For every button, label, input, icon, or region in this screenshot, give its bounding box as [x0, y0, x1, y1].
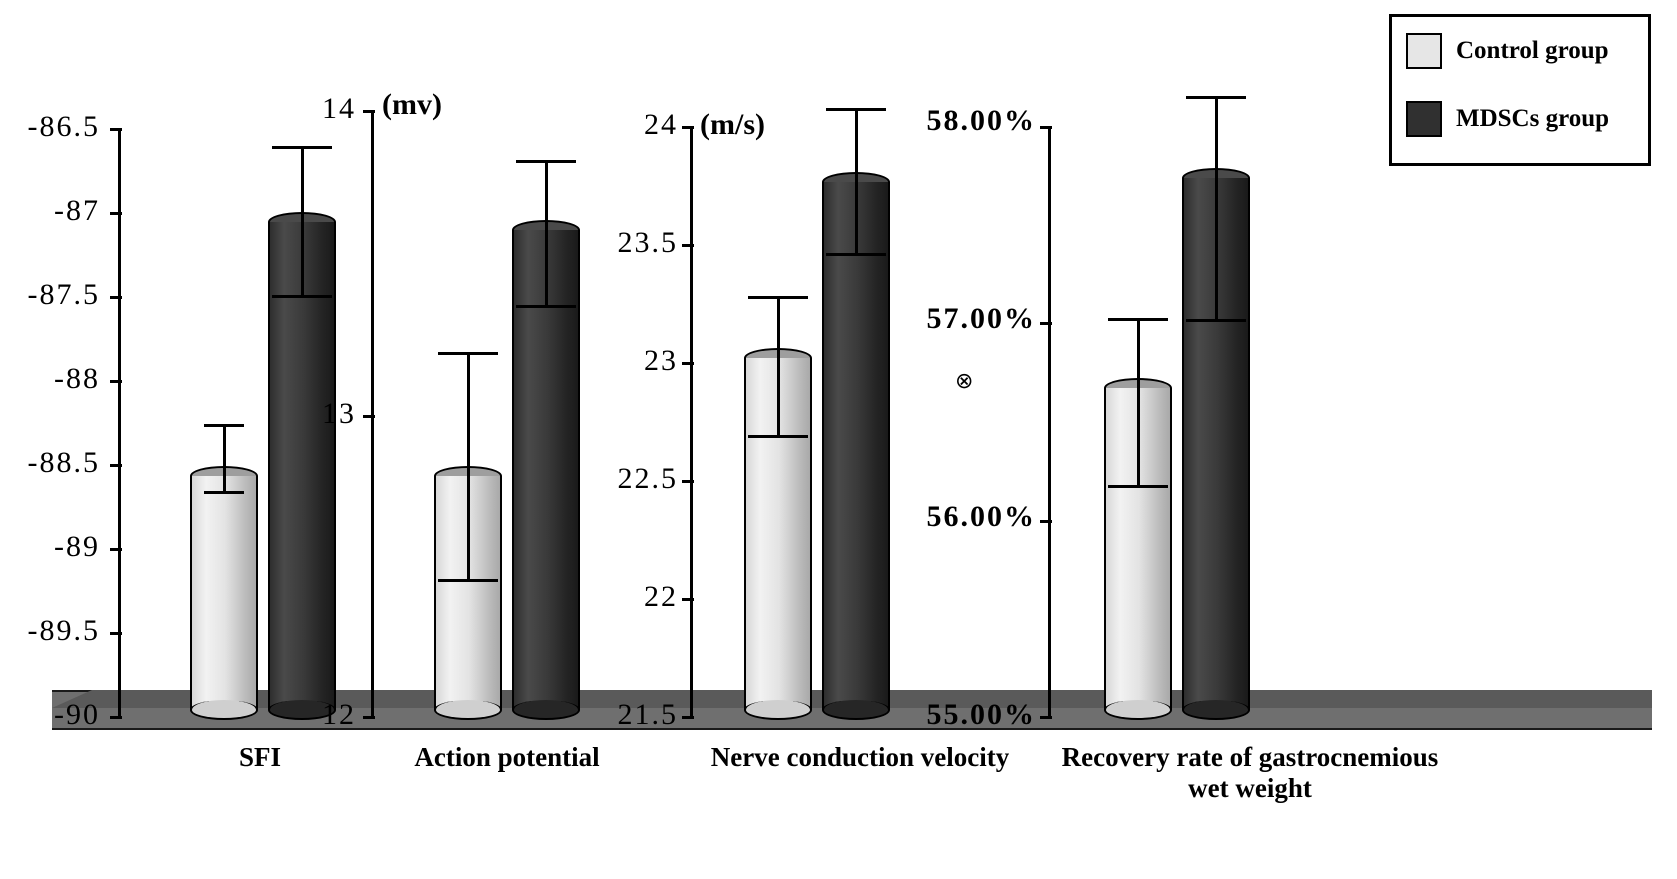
axis-tick-ncv-5: [682, 716, 694, 719]
axis-label-ncv-0: 24: [644, 108, 678, 141]
errorbar-control-nerve-conduction-velocity: [748, 296, 808, 438]
axis-label-sfi-2: -87.5: [27, 278, 100, 311]
errorbar-mdscs-recovery-rate: [1186, 96, 1246, 322]
axis-tick-ap-2: [363, 716, 375, 719]
axis-tick-rr-3: [1040, 716, 1052, 719]
axis-sfi: [118, 128, 121, 718]
errorbar-cap-bottom: [516, 305, 576, 308]
errorbar-stem: [467, 352, 470, 582]
errorbar-cap-bottom: [204, 491, 244, 494]
category-label-sfi: SFI: [238, 742, 282, 772]
legend-item-mdscs-group: [1406, 101, 1609, 137]
axis-action-potential: [371, 110, 374, 718]
axis-label-ncv-1: 23.5: [617, 226, 678, 259]
errorbar-control-sfi: [204, 424, 244, 494]
axis-label-ap-2: 12: [322, 698, 356, 731]
annotation-marker-icon: ⊗: [955, 368, 974, 393]
axis-label-sfi-6: -89.5: [27, 614, 100, 647]
axis-label-sfi-7: -90: [54, 698, 100, 731]
axis-label-ncv-5: 21.5: [617, 698, 678, 731]
bar-base: [1104, 700, 1172, 720]
axis-tick-sfi-3: [110, 380, 122, 383]
axis-tick-ncv-0: [682, 126, 694, 129]
axis-tick-sfi-5: [110, 548, 122, 551]
axis-label-rr-0: 58.00%: [926, 104, 1036, 137]
errorbar-stem: [1215, 96, 1218, 322]
errorbar-cap-bottom: [748, 435, 808, 438]
axis-label-sfi-5: -89: [54, 530, 100, 563]
axis-tick-ncv-3: [682, 480, 694, 483]
axis-label-ncv-4: 22: [644, 580, 678, 613]
legend-swatch-control: [1406, 33, 1442, 69]
errorbar-cap-bottom: [1186, 319, 1246, 322]
axis-label-ap-0: 14: [322, 92, 356, 125]
axis-tick-rr-0: [1040, 126, 1052, 129]
axis-tick-ap-1: [363, 415, 375, 418]
unit-label-ms: (m/s): [700, 108, 765, 141]
axis-recovery-rate: [1048, 126, 1051, 718]
axis-label-ap-1: 13: [322, 397, 356, 430]
category-label-action-potential: Action potential: [414, 742, 600, 772]
unit-label-mv: (mv): [382, 88, 442, 121]
errorbar-stem: [777, 296, 780, 438]
axis-tick-rr-2: [1040, 520, 1052, 523]
errorbar-control-action-potential: [438, 352, 498, 582]
axis-label-sfi-1: -87: [54, 194, 100, 227]
axis-label-sfi-3: -88: [54, 362, 100, 395]
axis-label-ncv-2: 23: [644, 344, 678, 377]
legend-swatch-mdscs: [1406, 101, 1442, 137]
errorbar-mdscs-sfi: [272, 146, 332, 298]
legend-label-mdscs: MDSCs group: [1456, 105, 1610, 132]
category-label-recovery-rate: Recovery rate of gastrocnemious wet weight: [1061, 742, 1439, 804]
errorbar-stem: [223, 424, 226, 494]
legend-label-control: Control group: [1456, 37, 1609, 64]
errorbar-control-recovery-rate: [1108, 318, 1168, 488]
axis-label-rr-2: 56.00%: [926, 500, 1036, 533]
axis-label-ncv-3: 22.5: [617, 462, 678, 495]
axis-tick-ncv-2: [682, 362, 694, 365]
axis-tick-sfi-6: [110, 632, 122, 635]
axis-tick-sfi-4: [110, 464, 122, 467]
axis-tick-rr-1: [1040, 322, 1052, 325]
axis-label-sfi-0: -86.5: [27, 110, 100, 143]
bar-body: [822, 182, 890, 710]
category-label-nerve-conduction-velocity: Nerve conduction velocity: [710, 742, 1010, 772]
bar-base: [190, 700, 258, 720]
axis-tick-sfi-2: [110, 296, 122, 299]
chart-legend: [1389, 14, 1651, 166]
bar-body: [190, 476, 258, 710]
errorbar-cap-bottom: [826, 253, 886, 256]
axis-tick-sfi-0: [110, 128, 122, 131]
axis-label-rr-1: 57.00%: [926, 302, 1036, 335]
axis-tick-ncv-4: [682, 598, 694, 601]
legend-item-control-group: [1406, 33, 1609, 69]
axis-nerve-conduction-velocity: [690, 126, 693, 718]
errorbar-cap-bottom: [438, 579, 498, 582]
axis-tick-ap-0: [363, 110, 375, 113]
errorbar-stem: [855, 108, 858, 256]
bar-base: [1182, 700, 1250, 720]
errorbar-stem: [301, 146, 304, 298]
bar-base: [434, 700, 502, 720]
axis-label-rr-3: 55.00%: [926, 698, 1036, 731]
axis-label-sfi-4: -88.5: [27, 446, 100, 479]
axis-tick-sfi-7: [110, 716, 122, 719]
axis-tick-ncv-1: [682, 244, 694, 247]
bar-control-sfi: [190, 466, 258, 710]
bar-base: [744, 700, 812, 720]
errorbar-cap-bottom: [272, 295, 332, 298]
errorbar-cap-bottom: [1108, 485, 1168, 488]
errorbar-mdscs-nerve-conduction-velocity: [826, 108, 886, 256]
axis-tick-sfi-1: [110, 212, 122, 215]
errorbar-stem: [1137, 318, 1140, 488]
